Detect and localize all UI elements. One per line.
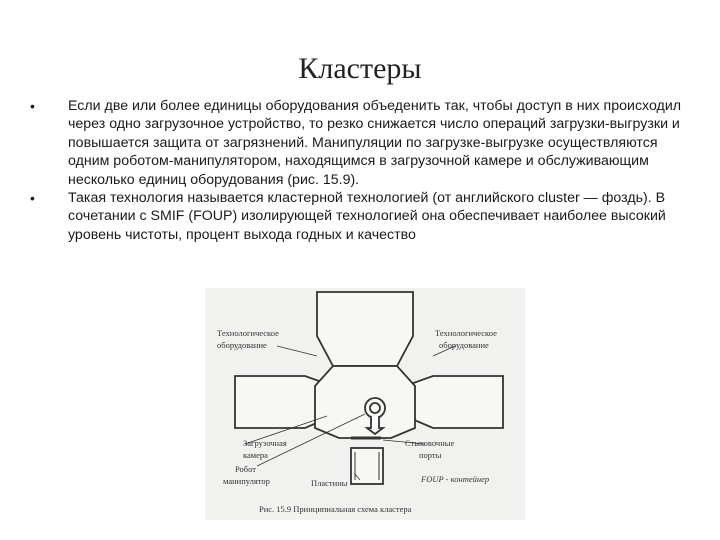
bullet-list [30, 97, 690, 244]
figure-caption: Рис. 15.9 Принципиальная схема кластера [259, 504, 412, 514]
label-robot-line2: манипулятор [223, 476, 270, 486]
cluster-diagram [205, 288, 525, 520]
cluster-diagram-figure [205, 288, 525, 520]
right-equipment-shape [405, 376, 503, 428]
label-docking-ports-line1: Стыковочные [405, 438, 455, 448]
bullet-marker: • [30, 190, 35, 207]
top-equipment-shape [317, 292, 413, 366]
bullet-marker: • [30, 98, 35, 114]
label-load-chamber-line1: Загрузочная [243, 438, 287, 448]
slide-title: Кластеры [298, 52, 422, 85]
bullet-text: Если две или более единицы оборудования объеденить так, чтобы доступ в них происходил через одно загрузочное устройство, то резко снижается число операций загрузки-выгрузки и повышается защита от загрязнений. Манипуляции по загрузке-выгрузке осуществляются одним роботом-манипулятором, находящимся в загрузочной камере и обслуживающим несколько единиц оборудования (рис. 15.9). [68, 98, 682, 188]
bullet-item [30, 189, 690, 244]
robot-inner [370, 403, 380, 413]
bullet-text: Такая технология называется кластерной технологией (от английского cluster — фоздь). В сочетании с SMIF (FOUP) изолирующей технологией она обеспечивает наиболее высокий уровень чистоты, процент выхода годных и качество [68, 190, 666, 243]
label-load-chamber-line2: камера [243, 450, 268, 460]
label-equipment-left-line1: Технологическое [217, 328, 279, 338]
label-equipment-right-line2: оборудование [439, 340, 489, 350]
label-equipment-left-line2: оборудование [217, 340, 267, 350]
label-equipment-right-line1: Технологическое [435, 328, 497, 338]
label-robot-line1: Робот [235, 464, 256, 474]
label-foup: FOUP - контейнер [421, 474, 490, 484]
bullet-item [30, 97, 690, 189]
label-docking-ports-line2: порты [419, 450, 442, 460]
foup-container-shape [351, 448, 383, 484]
label-wafers: Пластины [311, 478, 348, 488]
